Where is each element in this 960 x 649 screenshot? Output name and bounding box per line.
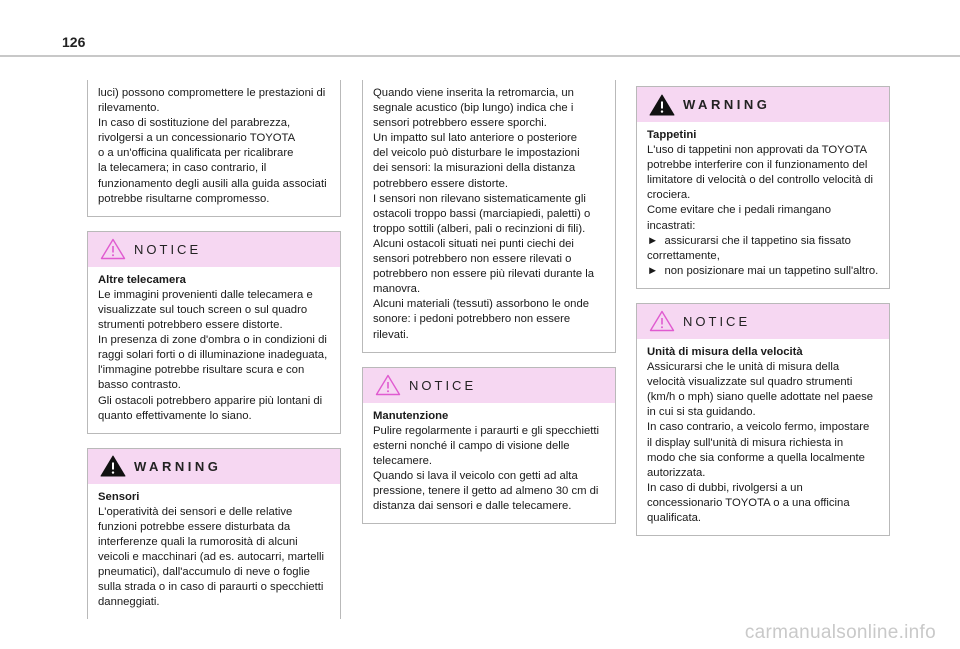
continued-body [88, 80, 340, 216]
text-line: basso contrasto. [98, 379, 181, 392]
text-line: modo che sia conforme a quella localmente [647, 451, 865, 464]
warning-body [88, 484, 340, 620]
text-line: Le immagini provenienti dalle telecamera e [98, 288, 313, 301]
text-line: In caso di dubbi, rivolgersi a un [647, 481, 803, 494]
text-line: funzionamento degli ausili alla guida associati [98, 177, 327, 190]
continued-body [363, 80, 615, 352]
text-line: segnale acustico (bip lungo) indica che i [373, 102, 574, 115]
column-2 [362, 80, 616, 524]
text-line: strumenti potrebbero essere distorte. [98, 319, 283, 332]
caution-triangle-icon [375, 374, 401, 396]
text-line: o a un'officina qualificata per ricalibrare [98, 147, 294, 160]
notice-subhead: Unità di misura della velocità [647, 345, 803, 358]
text-line: potrebbe interferire con il funzionamento del [647, 159, 868, 172]
notice-title: NOTICE [683, 313, 751, 329]
text-line: sonore: i pedoni potrebbero non essere [373, 313, 571, 326]
continued-box [87, 80, 341, 217]
text-line: l'immagine potrebbe risultare scura e con [98, 364, 305, 377]
text-line: potrebbe risultarne compromesso. [98, 192, 270, 205]
text-line: distanza dai sensori e dalle telecamere. [373, 500, 572, 513]
warning-header [88, 448, 340, 484]
text-line: ► assicurarsi che il tappetino sia fissato [647, 234, 851, 247]
notice-subhead: Manutenzione [373, 409, 449, 422]
notice-body [363, 403, 615, 524]
caution-triangle-icon [100, 238, 126, 260]
text-line: sensori potrebbero non essere rilevati o [373, 253, 572, 266]
text-line: manovra. [373, 283, 421, 296]
text-line: visualizzate sul touch screen o sul quadro [98, 303, 308, 316]
text-line: In presenza di zone d'ombra o in condizioni di [98, 334, 327, 347]
watermark: carmanualsonline.info [744, 622, 936, 643]
notice-body [88, 267, 340, 433]
text-line: sulla strada o in caso di paraurti o specchietti [98, 581, 324, 594]
text-line: pressione, tenere il getto ad almeno 30 cm di [373, 485, 599, 498]
notice-header [363, 367, 615, 403]
text-line: L'uso di tappetini non approvati da TOYOTA [647, 144, 868, 157]
notice-box [362, 367, 616, 525]
text-line: la telecamera; in caso contrario, il [98, 162, 267, 175]
text-line: del veicolo può disturbare le impostazioni [373, 147, 580, 160]
notice-box [636, 303, 890, 536]
warning-subhead: Tappetini [647, 129, 697, 141]
text-line: concessionario TOYOTA o a una officina [647, 496, 850, 509]
text-line: troppo sottili (alberi, pali o recinzioni di fili). [373, 222, 586, 235]
text-line: potrebbero non essere più rilevati durante la [373, 268, 595, 281]
text-line: Alcuni ostacoli situati nei punti ciechi dei [373, 237, 574, 250]
notice-box [87, 231, 341, 434]
text-line: velocità visualizzate sul quadro strumenti [647, 376, 853, 389]
text-line: il display sull'unità di misura richiesta in [647, 436, 844, 449]
text-line: sensori potrebbero essere sporchi. [373, 117, 547, 130]
text-line: Gli ostacoli potrebbero apparire più lontani di [98, 394, 323, 407]
text-line: rilevati. [373, 328, 409, 341]
text-line: quanto effettivamente lo siano. [98, 409, 252, 422]
text-line: correttamente, [647, 249, 720, 262]
text-line: Un impatto sul lato anteriore o posteriore [373, 132, 578, 145]
notice-header [88, 231, 340, 267]
warning-box [636, 86, 890, 289]
text-line: luci) possono compromettere le prestazioni di [98, 87, 326, 99]
column-1 [87, 80, 341, 619]
text-line: ostacoli troppo bassi (marciapiedi, paletti) o [373, 207, 591, 220]
warning-subhead: Sensori [98, 490, 140, 503]
warning-triangle-icon [649, 94, 675, 116]
text-line: ► non posizionare mai un tappetino sull'altro. [647, 264, 879, 277]
warning-box [87, 448, 341, 620]
text-line: rivolgersi a un concessionario TOYOTA [98, 132, 296, 145]
warning-body [637, 122, 889, 288]
text-line: Pulire regolarmente i paraurti e gli specchietti [373, 424, 600, 437]
text-line: pneumatici), dall'accumulo di neve o foglie [98, 566, 310, 579]
text-line: incastrati: [647, 219, 696, 232]
text-line: danneggiati. [98, 596, 160, 609]
text-line: potrebbero essere distorte. [373, 177, 509, 190]
notice-header [637, 303, 889, 339]
notice-title: NOTICE [134, 241, 202, 257]
text-line: (km/h o mph) siano quelle adottate nel paese [647, 391, 874, 404]
text-line: qualificata. [647, 511, 702, 524]
text-line: raggi solari forti o di illuminazione inadeguata, [98, 349, 328, 362]
warning-header [637, 86, 889, 122]
text-line: interferenze quali la rumorosità di alcuni [98, 535, 298, 548]
text-line: Assicurarsi che le unità di misura della [647, 361, 840, 374]
text-line: in cui si sta guidando. [647, 406, 756, 419]
notice-body [637, 339, 889, 535]
notice-title: NOTICE [409, 377, 477, 393]
text-line: In caso contrario, a veicolo fermo, impostare [647, 421, 870, 434]
text-line: limitatore di velocità o del controllo velocità di [647, 174, 874, 187]
text-line: autorizzata. [647, 466, 706, 479]
text-line: Come evitare che i pedali rimangano [647, 204, 831, 217]
text-line: dei sensori: la misurazioni della distanza [373, 162, 576, 175]
caution-triangle-icon [649, 310, 675, 332]
continued-box [362, 80, 616, 353]
text-line: L'operatività dei sensori e delle relative [98, 505, 293, 518]
text-line: veicoli e macchinari (ad es. autocarri, martelli [98, 551, 325, 564]
text-line: Quando si lava il veicolo con getti ad alta [373, 469, 578, 482]
text-line: rilevamento. [98, 102, 160, 115]
column-3 [636, 86, 890, 536]
top-rule [0, 55, 960, 57]
warning-title: WARNING [683, 97, 771, 112]
text-line: In caso di sostituzione del parabrezza, [98, 117, 291, 130]
warning-title: WARNING [134, 458, 222, 474]
notice-subhead: Altre telecamera [98, 273, 186, 286]
text-line: funzioni potrebbe essere disturbata da [98, 520, 291, 533]
text-line: Quando viene inserita la retromarcia, un [373, 87, 574, 99]
page-number: 126 [62, 34, 86, 50]
warning-triangle-icon [100, 455, 126, 477]
text-line: crociera. [647, 189, 691, 202]
text-line: Alcuni materiali (tessuti) assorbono le onde [373, 298, 590, 311]
text-line: telecamere. [373, 454, 433, 467]
text-line: esterni nonché il campo di visione delle [373, 439, 570, 452]
text-line: I sensori non rilevano sistematicamente gli [373, 192, 586, 205]
